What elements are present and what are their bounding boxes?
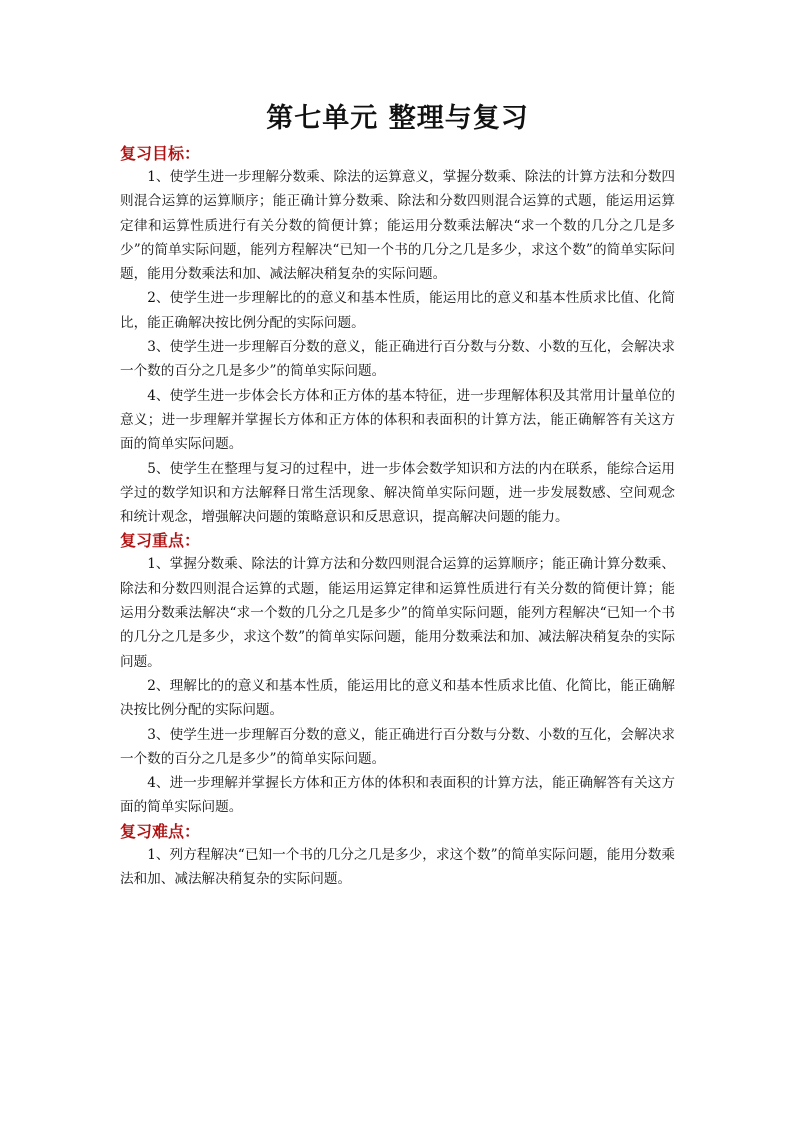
paragraph: 2、理解比的的意义和基本性质，能运用比的意义和基本性质求比值、化简比，能正确解决按比例分配的实际问题。: [120, 677, 675, 719]
paragraph: 4、进一步理解并掌握长方体和正方体的体积和表面积的计算方法，能正确解答有关这方面的简单实际问题。: [120, 775, 675, 816]
paragraph: 1、掌握分数乘、除法的计算方法和分数四则混合运算的运算顺序；能正确计算分数乘、除法和分数四则混合运算的式题，能运用运算定律和运算性质进行有关分数的简便计算；能运用分数乘法解决“求一个数的几分之几是多少”的简单实际问题，能列方程解决“已知一个书的几分之几是多少，求这个数”的简单实际问题，能用分数乘法和加、减法解决稍复杂的实际问题。: [120, 556, 675, 670]
document-page: [120, 97, 675, 891]
section-heading: 复习重点：: [120, 531, 201, 551]
page-title: 第七单元 整理与复习: [266, 103, 529, 134]
section-review-key-points: [120, 530, 675, 819]
paragraph: 5、使学生在整理与复习的过程中，进一步体会数学知识和方法的内在联系，能综合运用学过的数学知识和方法解释日常生活现象、解决简单实际问题，进一步发展数感、空间观念和统计观念，增强解决问题的策略意识和反思意识，提高解决问题的能力。: [120, 460, 675, 526]
section-heading: 复习难点：: [120, 821, 201, 841]
paragraph: 4、使学生进一步体会长方体和正方体的基本特征，进一步理解体积及其常用计量单位的意义；进一步理解并掌握长方体和正方体的体积和表面积的计算方法，能正确解答有关这方面的简单实际问题。: [120, 387, 675, 453]
paragraph: 1、列方程解决“已知一个书的几分之几是多少，求这个数”的简单实际问题，能用分数乘法和加、减法解决稍复杂的实际问题。: [120, 846, 675, 888]
paragraph: 2、使学生进一步理解比的的意义和基本性质，能运用比的意义和基本性质求比值、化简比，能正确解决按比例分配的实际问题。: [120, 290, 675, 331]
paragraph: 3、使学生进一步理解百分数的意义，能正确进行百分数与分数、小数的互化，会解决求一个数的百分之几是多少”的简单实际问题。: [120, 339, 675, 380]
section-heading: 复习目标：: [120, 144, 201, 163]
paragraph: 3、使学生进一步理解百分数的意义，能正确进行百分数与分数、小数的互化，会解决求一个数的百分之几是多少”的简单实际问题。: [120, 726, 675, 767]
section-review-difficulties: [120, 821, 675, 892]
paragraph: 1、使学生进一步理解分数乘、除法的运算意义，掌握分数乘、除法的计算方法和分数四则混合运算的运算顺序；能正确计算分数乘、除法和分数四则混合运算的式题，能运用运算定律和运算性质进行有关分数的简便计算；能运用分数乘法解决“求一个数的几分之几是多少”的简单实际问题，能列方程解决“已知一个书的几分之几是多少，求这个数”的简单实际问题，能用分数乘法和加、减法解决稍复杂的实际问题。: [120, 169, 675, 283]
section-review-goals: [120, 143, 675, 529]
